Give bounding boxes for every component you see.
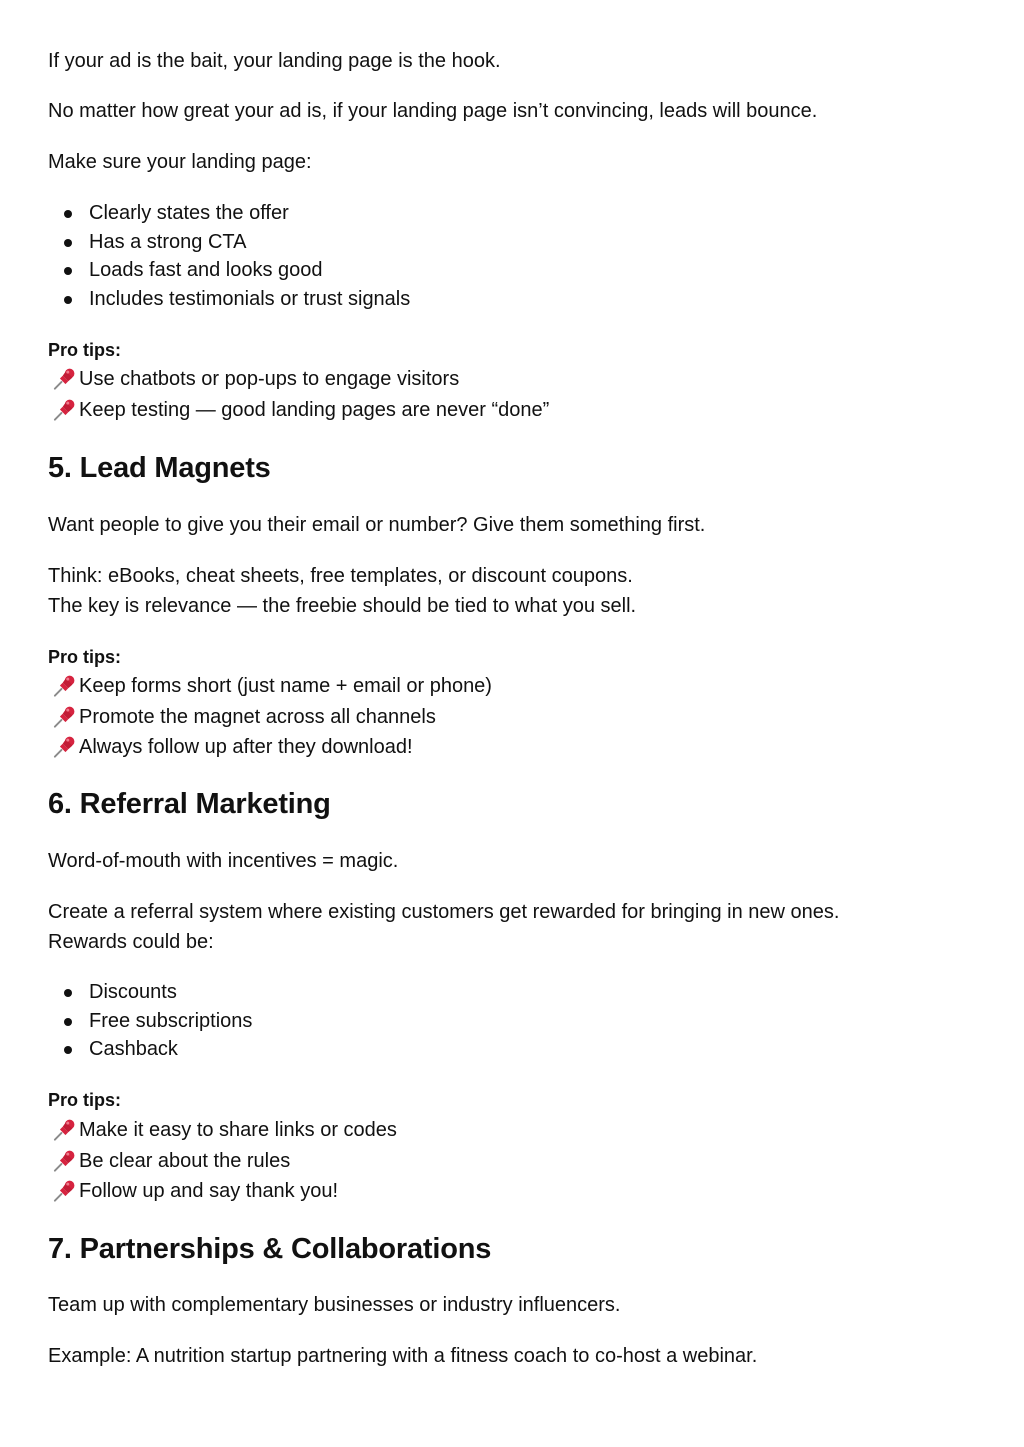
pushpin-icon <box>52 705 78 729</box>
list-item: Has a strong CTA <box>48 228 976 257</box>
list-item: Keep forms short (just name + email or phone) <box>48 671 976 702</box>
section-heading-referral-marketing: 6. Referral Marketing <box>48 788 331 820</box>
pushpin-icon <box>52 1179 78 1203</box>
pro-tips-label: Pro tips: <box>48 647 122 667</box>
pushpin-icon <box>52 367 78 391</box>
pushpin-icon <box>52 674 78 698</box>
pro-tips-list <box>48 671 976 763</box>
pro-tips-list <box>48 1115 976 1207</box>
list-item: Keep testing — good landing pages are never “done” <box>48 395 976 426</box>
pro-tips-label: Pro tips: <box>48 1090 122 1110</box>
bullet-icon <box>64 239 72 247</box>
list-item: Discounts <box>48 978 976 1007</box>
section7-paragraph-1: Team up with complementary businesses or industry influencers. <box>48 1294 621 1316</box>
intro-paragraph-1: If your ad is the bait, your landing page is the hook. <box>48 50 501 72</box>
intro-paragraph-3: Make sure your landing page: <box>48 151 312 173</box>
pushpin-icon <box>52 1118 78 1142</box>
section7-paragraph-2: Example: A nutrition startup partnering with a fitness coach to co-host a webinar. <box>48 1345 758 1367</box>
list-item: Promote the magnet across all channels <box>48 702 976 733</box>
section5-paragraph-1: Want people to give you their email or number? Give them something first. <box>48 514 706 536</box>
pushpin-icon <box>52 1149 78 1173</box>
section-heading-partnerships: 7. Partnerships & Collaborations <box>48 1233 492 1265</box>
bullet-icon <box>64 267 72 275</box>
pushpin-icon <box>52 735 78 759</box>
bullet-icon <box>64 1046 72 1054</box>
bullet-icon <box>64 989 72 997</box>
bullet-icon <box>64 296 72 304</box>
rewards-list <box>48 978 976 1064</box>
list-item: Make it easy to share links or codes <box>48 1115 976 1146</box>
pro-tips-label: Pro tips: <box>48 340 122 360</box>
intro-paragraph-2: No matter how great your ad is, if your landing page isn’t convincing, leads will bounce. <box>48 100 818 122</box>
pushpin-icon <box>52 398 78 422</box>
bullet-icon <box>64 210 72 218</box>
list-item: Use chatbots or pop-ups to engage visitors <box>48 364 976 395</box>
section-heading-lead-magnets: 5. Lead Magnets <box>48 452 271 484</box>
list-item: Be clear about the rules <box>48 1146 976 1177</box>
section6-paragraph-2: Create a referral system where existing customers get rewarded for bringing in new ones. Rewards could be: <box>48 901 840 953</box>
list-item: Follow up and say thank you! <box>48 1176 976 1207</box>
list-item: Cashback <box>48 1035 976 1064</box>
list-item: Loads fast and looks good <box>48 256 976 285</box>
section6-paragraph-1: Word-of-mouth with incentives = magic. <box>48 850 399 872</box>
landing-page-checklist <box>48 199 976 314</box>
pro-tips-list <box>48 364 976 425</box>
list-item: Always follow up after they download! <box>48 732 976 763</box>
list-item: Includes testimonials or trust signals <box>48 285 976 314</box>
list-item: Clearly states the offer <box>48 199 976 228</box>
list-item: Free subscriptions <box>48 1007 976 1036</box>
section5-paragraph-2: Think: eBooks, cheat sheets, free templates, or discount coupons. The key is relevance — the freebie should be tied to what you sell. <box>48 565 637 617</box>
bullet-icon <box>64 1018 72 1026</box>
